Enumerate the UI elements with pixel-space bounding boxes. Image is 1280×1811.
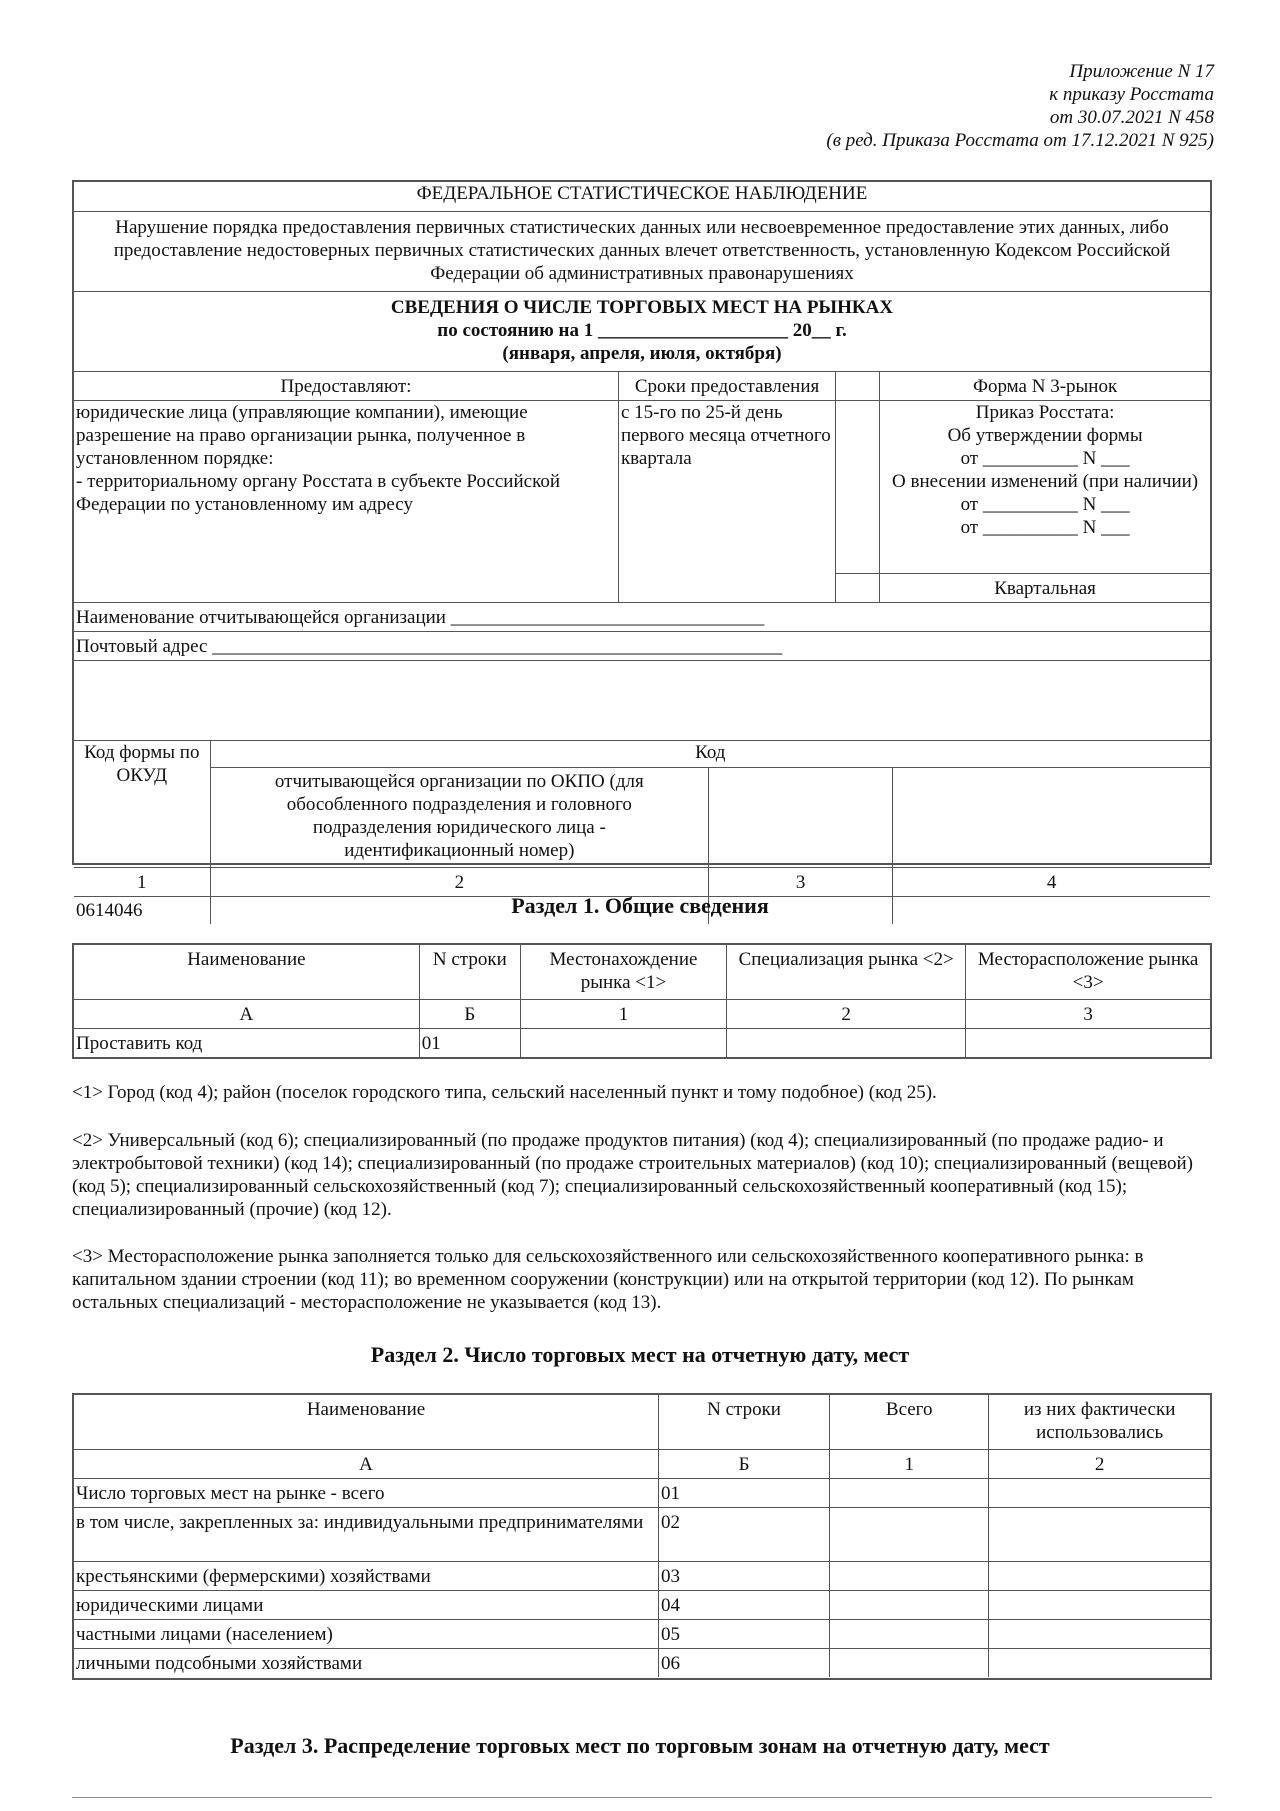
s2-total-cell[interactable] — [830, 1507, 989, 1561]
warning-text: Нарушение порядка предоставления первичных статистических данных или несвоевременное предоставление этих данных, либо предоставление недостоверных первичных статистических данных влечет ответственность, установленную Кодексом Российской Федерации об административных правонарушениях — [74, 211, 1210, 291]
as-of-date: по состоянию на 1 ____________________ 20__ г. — [437, 319, 847, 341]
code-header: Код — [210, 741, 1210, 768]
s1-location-cell[interactable] — [520, 1028, 726, 1057]
s2-row-num: 06 — [659, 1648, 830, 1677]
s1-header-location: Местонахождение рынка <1> — [520, 945, 726, 999]
s1-letter-1: 1 — [520, 999, 726, 1028]
s2-letter-a: А — [74, 1449, 659, 1478]
s2-row-num: 01 — [659, 1478, 830, 1507]
s1-header-name: Наименование — [74, 945, 419, 999]
col-num-1: 1 — [74, 868, 210, 897]
deadline-text: с 15-го по 25-й день первого месяца отчетного квартала — [618, 400, 835, 602]
code-col-3-header — [709, 768, 893, 868]
s2-row-label: крестьянскими (фермерскими) хозяйствами — [74, 1561, 659, 1590]
col-num-3: 3 — [709, 868, 893, 897]
table-row — [74, 1619, 1210, 1648]
submitters-cell — [74, 400, 618, 602]
s2-row-num: 04 — [659, 1590, 830, 1619]
table-row — [74, 1507, 1210, 1561]
s2-row-label: частными лицами (населением) — [74, 1619, 659, 1648]
submitters-text-2: - территориальному органу Росстата в субъекте Российской Федерации по установленному им адресу — [76, 470, 561, 515]
s1-letter-a: А — [74, 999, 419, 1028]
s2-total-cell[interactable] — [830, 1478, 989, 1507]
page-bottom-divider — [72, 1797, 1212, 1798]
s2-header-used: из них фактически использовались — [989, 1395, 1210, 1449]
s2-used-cell[interactable] — [989, 1619, 1210, 1648]
empty-header-cell — [836, 371, 880, 400]
s2-row-label: Число торговых мест на рынке - всего — [74, 1478, 659, 1507]
section-3-title: Раздел 3. Распределение торговых мест по торговым зонам на отчетную дату, мест — [230, 1733, 1050, 1758]
s1-specialization-cell[interactable] — [727, 1028, 966, 1057]
org-name-field: Наименование отчитывающейся организации _________________________________ — [74, 602, 1210, 631]
form-title-block — [74, 291, 1210, 371]
s2-letter-2: 2 — [989, 1449, 1210, 1478]
appendix-line-1: Приложение N 17 — [1069, 61, 1214, 82]
order-line-4: О внесении изменений (при наличии) — [892, 470, 1199, 492]
section-1-frame — [72, 943, 1212, 1059]
table-row — [74, 1590, 1210, 1619]
empty-order-cell — [836, 400, 880, 573]
s1-header-placement: Месторасположение рынка <3> — [966, 945, 1210, 999]
periodicity: Квартальная — [880, 573, 1210, 602]
empty-periodicity-cell — [836, 573, 880, 602]
order-line-3: от __________ N ___ — [960, 447, 1130, 469]
s2-letter-1: 1 — [830, 1449, 989, 1478]
s1-letter-3: 3 — [966, 999, 1210, 1028]
section-2-frame — [72, 1393, 1212, 1680]
appendix-note — [826, 60, 1214, 152]
s2-header-name: Наименование — [74, 1395, 659, 1449]
order-cell — [880, 400, 1210, 573]
s1-letter-b: Б — [419, 999, 520, 1028]
okud-header: Код формы по ОКУД — [74, 741, 210, 868]
observation-title: ФЕДЕРАЛЬНОЕ СТАТИСТИЧЕСКОЕ НАБЛЮДЕНИЕ — [74, 182, 1210, 211]
col-num-4: 4 — [893, 868, 1210, 897]
s2-used-cell[interactable] — [989, 1590, 1210, 1619]
s2-total-cell[interactable] — [830, 1619, 989, 1648]
s1-header-specialization: Специализация рынка <2> — [727, 945, 966, 999]
s2-total-cell[interactable] — [830, 1561, 989, 1590]
okpo-header: отчитывающейся организации по ОКПО (для обособленного подразделения и головного подразделения юридического лица - идентификационный номер) — [210, 768, 708, 868]
table-row — [74, 1648, 1210, 1677]
appendix-line-2: к приказу Росстата — [1049, 84, 1214, 105]
footnote-2: <2> Универсальный (код 6); специализированный (по продаже продуктов питания) (код 4); специализированный (по продаже радио- и электробытовой техники) (код 14); специализированный (по продаже строительных материалов) (код 10); специализированный (вещевой) (код 5); специализированный сельскохозяйственный (код 7); специализированный сельскохозяйственный кооперативный (код 15); специализированный (прочие) (код 12). — [72, 1130, 1193, 1220]
footnote-1: <1> Город (код 4); район (поселок городского типа, сельский населенный пункт и тому подобное) (код 25). — [72, 1082, 937, 1103]
form-header-table — [74, 182, 1210, 661]
s1-letter-2: 2 — [727, 999, 966, 1028]
footnote-3: <3> Месторасположение рынка заполняется только для сельскохозяйственного или сельскохозяйственного кооперативного рынка: в капитальном здании строении (код 11); во временном сооружении (конструкции) или на открытой территории (код 12). По рынкам остальных специализаций - месторасположение не указывается (код 13). — [72, 1246, 1144, 1313]
s2-used-cell[interactable] — [989, 1507, 1210, 1561]
report-months: (января, апреля, июля, октября) — [502, 342, 782, 364]
deadline-header: Сроки предоставления — [618, 371, 835, 400]
order-line-2: Об утверждении формы — [947, 424, 1143, 446]
s2-header-total: Всего — [830, 1395, 989, 1449]
appendix-line-3: от 30.07.2021 N 458 — [1049, 107, 1214, 128]
s2-row-label: личными подсобными хозяйствами — [74, 1648, 659, 1677]
s2-row-num: 03 — [659, 1561, 830, 1590]
s2-row-num: 05 — [659, 1619, 830, 1648]
order-line-6: от __________ N ___ — [960, 516, 1130, 538]
s2-row-num: 02 — [659, 1507, 830, 1561]
s2-letter-b: Б — [659, 1449, 830, 1478]
form-title: СВЕДЕНИЯ О ЧИСЛЕ ТОРГОВЫХ МЕСТ НА РЫНКАХ — [390, 296, 894, 318]
s1-row-num: 01 — [419, 1028, 520, 1057]
section-1-table — [74, 945, 1210, 1057]
s1-row-label: Проставить код — [74, 1028, 419, 1057]
code-col-4-header — [893, 768, 1210, 868]
col-num-2: 2 — [210, 868, 708, 897]
s2-used-cell[interactable] — [989, 1561, 1210, 1590]
s2-total-cell[interactable] — [830, 1648, 989, 1677]
section-2-table — [74, 1395, 1210, 1677]
appendix-line-4: (в ред. Приказа Росстата от 17.12.2021 N 925) — [826, 130, 1214, 151]
s2-row-label: юридическими лицами — [74, 1590, 659, 1619]
s1-header-row-num: N строки — [419, 945, 520, 999]
s1-placement-cell[interactable] — [966, 1028, 1210, 1057]
okud-value: 0614046 — [74, 897, 210, 924]
section-2-title: Раздел 2. Число торговых мест на отчетную дату, мест — [370, 1342, 910, 1367]
table-row — [74, 1478, 1210, 1507]
order-line-5: от __________ N ___ — [960, 493, 1130, 515]
address-field: Почтовый адрес ____________________________________________________________ — [74, 631, 1210, 660]
order-line-1: Приказ Росстата: — [975, 401, 1115, 423]
s2-used-cell[interactable] — [989, 1478, 1210, 1507]
section-1-title: Раздел 1. Общие сведения — [511, 893, 769, 918]
table-row — [74, 1561, 1210, 1590]
form-number: Форма N 3-рынок — [880, 371, 1210, 400]
submitters-text-1: юридические лица (управляющие компании), имеющие разрешение на право организации рынка, полученное в установленном порядке: — [76, 401, 528, 469]
s2-total-cell[interactable] — [830, 1590, 989, 1619]
s2-header-row-num: N строки — [659, 1395, 830, 1449]
s2-used-cell[interactable] — [989, 1648, 1210, 1677]
submitters-header: Предоставляют: — [74, 371, 618, 400]
s2-row-label: в том числе, закрепленных за: индивидуальными предпринимателями — [74, 1507, 659, 1561]
